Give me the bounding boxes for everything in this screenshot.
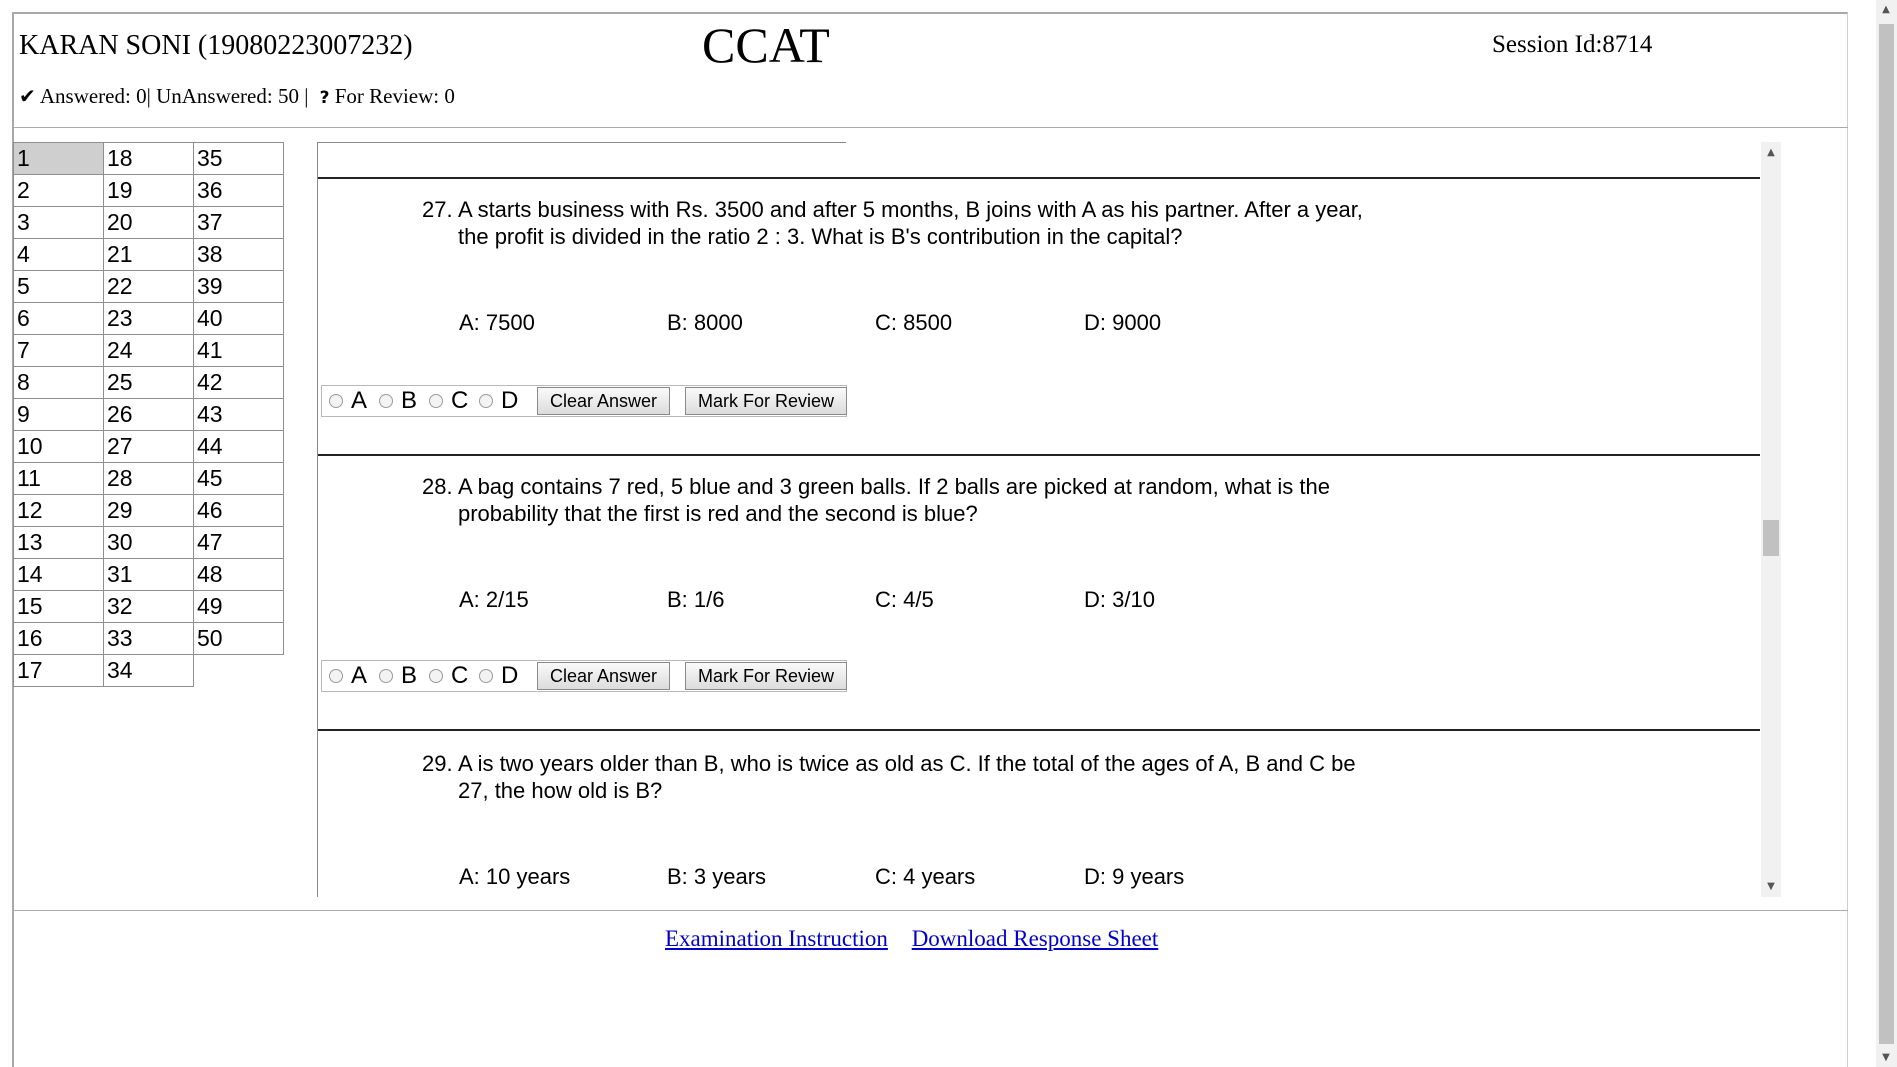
grid-row	[14, 431, 284, 463]
unanswered-count: UnAnswered: 50	[156, 84, 299, 108]
question-nav-cell[interactable]: 32	[104, 591, 194, 623]
question-mark-icon: ?	[313, 88, 330, 108]
radio-c[interactable]	[429, 669, 443, 683]
question-nav-cell[interactable]: 4	[14, 239, 104, 271]
page-scrollbar-thumb[interactable]	[1879, 24, 1894, 1044]
grid-row	[14, 207, 284, 239]
question-nav-cell[interactable]: 38	[194, 239, 284, 271]
check-icon: ✔	[19, 84, 36, 108]
question-nav-cell[interactable]: 9	[14, 399, 104, 431]
stats-separator: |	[146, 84, 151, 108]
radio-a[interactable]	[329, 669, 343, 683]
question-text	[422, 473, 1382, 527]
question-body: A bag contains 7 red, 5 blue and 3 green balls. If 2 balls are picked at random, what is the probability that the first is red and the second is blue?	[458, 474, 1330, 526]
radio-b[interactable]	[379, 394, 393, 408]
question-nav-cell[interactable]: 19	[104, 175, 194, 207]
page-scrollbar[interactable]	[1876, 0, 1897, 1067]
candidate-name: KARAN SONI (19080223007232)	[19, 30, 413, 61]
grid-row	[14, 143, 284, 175]
question-text	[422, 750, 1382, 804]
grid-row	[14, 271, 284, 303]
question-nav-cell[interactable]: 30	[104, 527, 194, 559]
option-d: D: 3/10	[1084, 587, 1155, 612]
radio-d[interactable]	[479, 669, 493, 683]
grid-row	[14, 559, 284, 591]
question-nav-cell[interactable]: 17	[14, 655, 104, 687]
clear-answer-button[interactable]: Clear Answer	[537, 662, 670, 690]
question-nav-cell[interactable]: 34	[104, 655, 194, 687]
option-b: B: 8000	[667, 310, 743, 335]
question-nav-cell[interactable]: 43	[194, 399, 284, 431]
grid-row	[14, 335, 284, 367]
download-response-sheet-link[interactable]: Download Response Sheet	[911, 926, 1159, 951]
question-nav-cell[interactable]: 11	[14, 463, 104, 495]
question-nav-cell[interactable]: 21	[104, 239, 194, 271]
question-nav-cell[interactable]: 16	[14, 623, 104, 655]
question-nav-cell[interactable]: 5	[14, 271, 104, 303]
grid-row	[14, 655, 284, 687]
session-id: Session Id:8714	[1492, 31, 1653, 58]
question-nav-cell[interactable]: 33	[104, 623, 194, 655]
question-nav-cell[interactable]: 49	[194, 591, 284, 623]
question-nav-cell[interactable]: 48	[194, 559, 284, 591]
radio-label-d: D	[501, 387, 519, 414]
question-nav-cell[interactable]: 42	[194, 367, 284, 399]
option-a: A: 2/15	[459, 587, 529, 612]
radio-c[interactable]	[429, 394, 443, 408]
option-c: C: 4 years	[875, 864, 976, 889]
status-summary	[19, 84, 455, 109]
scroll-up-arrow-icon[interactable]: ▲	[1767, 147, 1775, 158]
radio-label-c: C	[451, 387, 469, 414]
mark-for-review-button[interactable]: Mark For Review	[685, 662, 847, 690]
review-count: For Review: 0	[334, 84, 455, 108]
radio-label-b: B	[401, 387, 418, 414]
answered-count: Answered: 0	[39, 84, 147, 108]
radio-label-a: A	[351, 387, 368, 414]
question-nav-cell[interactable]: 40	[194, 303, 284, 335]
grid-row	[14, 527, 284, 559]
footer-links	[665, 926, 1176, 952]
exam-title: CCAT	[702, 17, 830, 73]
radio-a[interactable]	[329, 394, 343, 408]
option-c: C: 8500	[875, 310, 953, 335]
question-nav-cell[interactable]: 23	[104, 303, 194, 335]
question-nav-cell[interactable]: 27	[104, 431, 194, 463]
grid-row	[14, 399, 284, 431]
question-number: 28.	[422, 474, 453, 499]
question-panel	[317, 142, 1783, 897]
question-nav-cell[interactable]: 22	[104, 271, 194, 303]
question-nav-cell[interactable]: 2	[14, 175, 104, 207]
question-nav-cell[interactable]: 13	[14, 527, 104, 559]
question-block	[318, 731, 1760, 897]
option-d: D: 9 years	[1084, 864, 1185, 889]
question-nav-cell[interactable]: 7	[14, 335, 104, 367]
question-nav-cell[interactable]: 41	[194, 335, 284, 367]
stats-separator: |	[304, 84, 309, 108]
answer-controls	[321, 385, 847, 417]
grid-row	[14, 175, 284, 207]
page-scroll-down-arrow-icon[interactable]: ▼	[1882, 1052, 1890, 1063]
question-nav-cell[interactable]: 20	[104, 207, 194, 239]
question-nav-cell[interactable]: 47	[194, 527, 284, 559]
question-nav-cell[interactable]: 18	[104, 143, 194, 175]
question-nav-cell[interactable]: 39	[194, 271, 284, 303]
question-block	[318, 179, 1760, 454]
question-text	[422, 196, 1382, 250]
option-b: B: 3 years	[667, 864, 767, 889]
grid-row	[14, 495, 284, 527]
question-nav-cell[interactable]: 37	[194, 207, 284, 239]
grid-row	[14, 303, 284, 335]
option-d: D: 9000	[1084, 310, 1162, 335]
question-nav-cell[interactable]: 24	[104, 335, 194, 367]
radio-label-d: D	[501, 662, 519, 689]
footer-divider	[12, 910, 1848, 911]
question-panel-scrollbar[interactable]	[1761, 142, 1781, 897]
radio-d[interactable]	[479, 394, 493, 408]
grid-row	[14, 463, 284, 495]
question-body: A is two years older than B, who is twice as old as C. If the total of the ages of A, B and C be 27, the how old is B?	[458, 751, 1356, 803]
question-nav-cell[interactable]: 35	[194, 143, 284, 175]
option-c: C: 4/5	[875, 587, 934, 612]
examination-instruction-link[interactable]: Examination Instruction	[665, 926, 888, 951]
question-nav-cell[interactable]: 29	[104, 495, 194, 527]
question-nav-cell[interactable]: 12	[14, 495, 104, 527]
grid-row	[14, 623, 284, 655]
radio-label-c: C	[451, 662, 469, 689]
header-divider	[12, 127, 1848, 128]
question-number: 27.	[422, 197, 453, 222]
question-nav-cell[interactable]: 31	[104, 559, 194, 591]
question-nav-cell[interactable]: 36	[194, 175, 284, 207]
question-nav-cell[interactable]: 14	[14, 559, 104, 591]
question-number: 29.	[422, 751, 453, 776]
question-nav-grid	[13, 142, 284, 687]
option-a: A: 10 years	[459, 864, 571, 889]
radio-label-b: B	[401, 662, 418, 689]
radio-b[interactable]	[379, 669, 393, 683]
question-nav-cell[interactable]: 1	[14, 143, 104, 175]
clear-answer-button[interactable]: Clear Answer	[537, 387, 670, 415]
grid-row	[14, 591, 284, 623]
question-nav-cell[interactable]: 6	[14, 303, 104, 335]
question-nav-cell[interactable]: 45	[194, 463, 284, 495]
question-nav-cell[interactable]: 25	[104, 367, 194, 399]
grid-empty-cell	[194, 655, 284, 687]
panel-top-border	[318, 142, 846, 143]
radio-label-a: A	[351, 662, 368, 689]
option-b: B: 1/6	[667, 587, 725, 612]
question-nav-cell[interactable]: 46	[194, 495, 284, 527]
question-block	[318, 456, 1760, 731]
question-nav-cell[interactable]: 3	[14, 207, 104, 239]
question-nav-cell[interactable]: 26	[104, 399, 194, 431]
grid-row	[14, 367, 284, 399]
question-nav-cell[interactable]: 50	[194, 623, 284, 655]
page-scroll-up-arrow-icon[interactable]: ▲	[1882, 4, 1890, 15]
question-nav-cell[interactable]: 15	[14, 591, 104, 623]
scrollbar-thumb[interactable]	[1763, 520, 1779, 556]
grid-row	[14, 239, 284, 271]
question-nav-cell[interactable]: 10	[14, 431, 104, 463]
question-nav-cell[interactable]: 28	[104, 463, 194, 495]
question-nav-cell[interactable]: 44	[194, 431, 284, 463]
scroll-down-arrow-icon[interactable]: ▼	[1767, 881, 1775, 892]
option-a: A: 7500	[459, 310, 535, 335]
mark-for-review-button[interactable]: Mark For Review	[685, 387, 847, 415]
question-body: A starts business with Rs. 3500 and after 5 months, B joins with A as his partner. After a year, the profit is divided in the ratio 2 : 3. What is B's contribution in the capital?	[458, 197, 1363, 249]
answer-controls	[321, 660, 847, 692]
question-nav-cell[interactable]: 8	[14, 367, 104, 399]
